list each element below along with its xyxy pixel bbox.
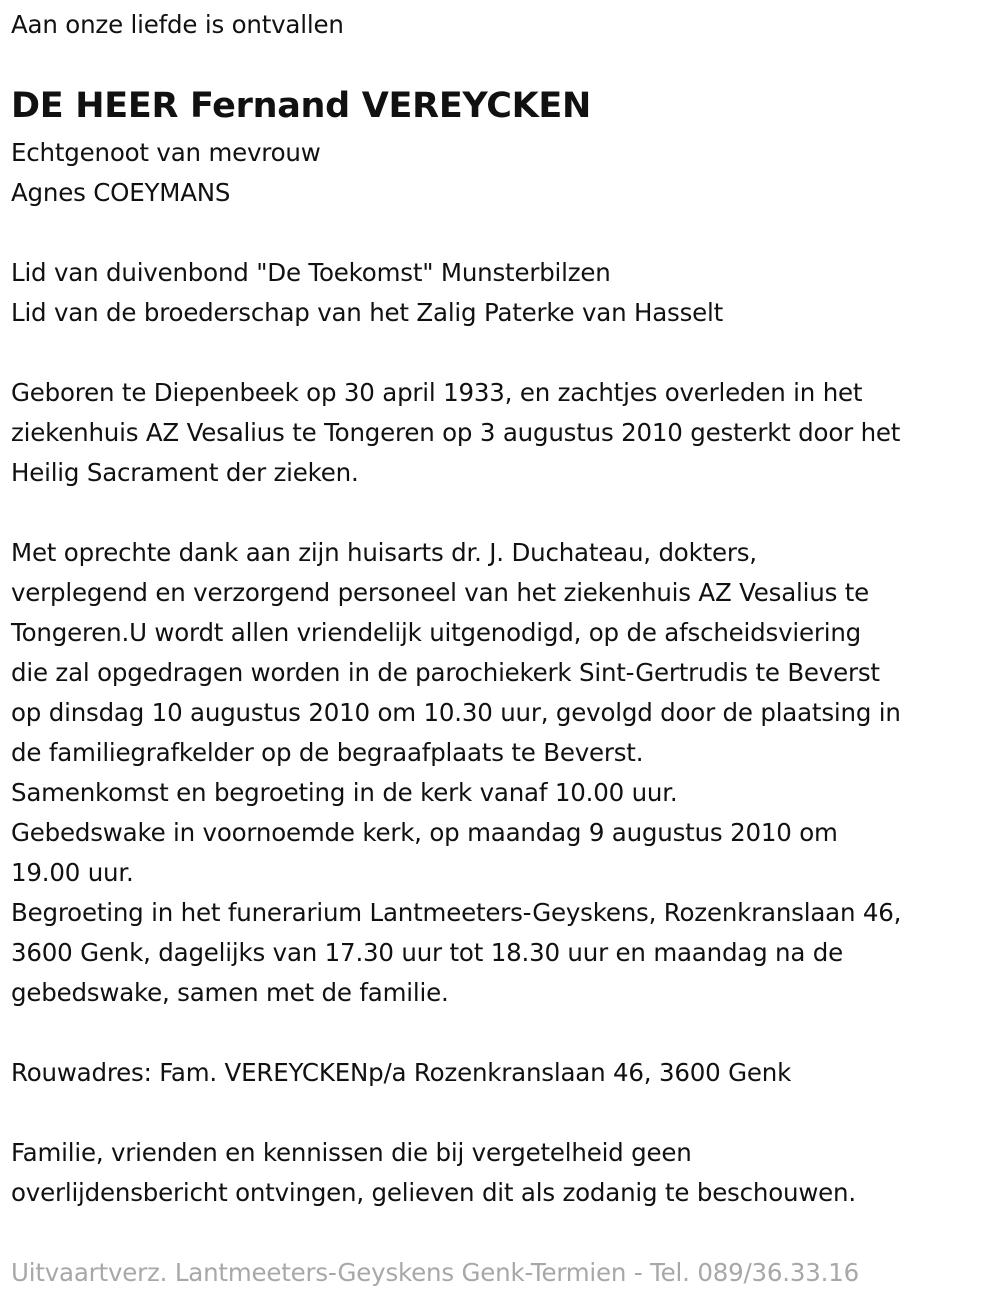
memberships-block bbox=[11, 253, 723, 333]
spouse-line: Echtgenoot van mevrouw bbox=[11, 138, 321, 167]
text-line: Met oprechte dank aan zijn huisarts dr. J. Duchateau, dokters, bbox=[11, 538, 757, 567]
text-line: Geboren te Diepenbeek op 30 april 1933, en zachtjes overleden in het bbox=[11, 378, 863, 407]
text-line: die zal opgedragen worden in de parochiekerk Sint-Gertrudis te Beverst bbox=[11, 658, 880, 687]
birth-death-paragraph bbox=[11, 373, 900, 493]
text-line: Begroeting in het funerarium Lantmeeters-Geyskens, Rozenkranslaan 46, bbox=[11, 898, 902, 927]
spouse-name: Agnes COEYMANS bbox=[11, 178, 231, 207]
text-line: Heilig Sacrament der zieken. bbox=[11, 458, 359, 487]
deceased-name: DE HEER Fernand VEREYCKEN bbox=[11, 86, 592, 126]
text-line: ziekenhuis AZ Vesalius te Tongeren op 3 augustus 2010 gesterkt door het bbox=[11, 418, 901, 447]
spouse-block bbox=[11, 133, 321, 213]
text-line: Gebedswake in voornoemde kerk, op maandag 9 augustus 2010 om bbox=[11, 818, 838, 847]
text-line: Samenkomst en begroeting in de kerk vanaf 10.00 uur. bbox=[11, 778, 678, 807]
text-line: Tongeren.U wordt allen vriendelijk uitgenodigd, op de afscheidsviering bbox=[11, 618, 862, 647]
family-notice-paragraph bbox=[11, 1133, 856, 1213]
text-line: Familie, vrienden en kennissen die bij vergetelheid geen bbox=[11, 1138, 692, 1167]
text-line: de familiegrafkelder op de begraafplaats te Beverst. bbox=[11, 738, 644, 767]
text-line: gebedswake, samen met de familie. bbox=[11, 978, 449, 1007]
text-line: 19.00 uur. bbox=[11, 858, 134, 887]
text-line: 3600 Genk, dagelijks van 17.30 uur tot 18.30 uur en maandag na de bbox=[11, 938, 844, 967]
thanks-and-ceremony-paragraph bbox=[11, 533, 901, 1013]
intro-text: Aan onze liefde is ontvallen bbox=[11, 10, 344, 39]
text-line: verplegend en verzorgend personeel van het ziekenhuis AZ Vesalius te bbox=[11, 578, 870, 607]
text-line: op dinsdag 10 augustus 2010 om 10.30 uur, gevolgd door de plaatsing in bbox=[11, 698, 901, 727]
membership-line: Lid van duivenbond "De Toekomst" Munsterbilzen bbox=[11, 258, 611, 287]
funeral-home-footer: Uitvaartverz. Lantmeeters-Geyskens Genk-Termien - Tel. 089/36.33.16 bbox=[11, 1258, 860, 1287]
text-line: overlijdensbericht ontvingen, gelieven dit als zodanig te beschouwen. bbox=[11, 1178, 856, 1207]
membership-line: Lid van de broederschap van het Zalig Paterke van Hasselt bbox=[11, 298, 724, 327]
mourning-address bbox=[11, 1053, 791, 1093]
address-line: Rouwadres: Fam. VEREYCKENp/a Rozenkranslaan 46, 3600 Genk bbox=[11, 1058, 792, 1087]
